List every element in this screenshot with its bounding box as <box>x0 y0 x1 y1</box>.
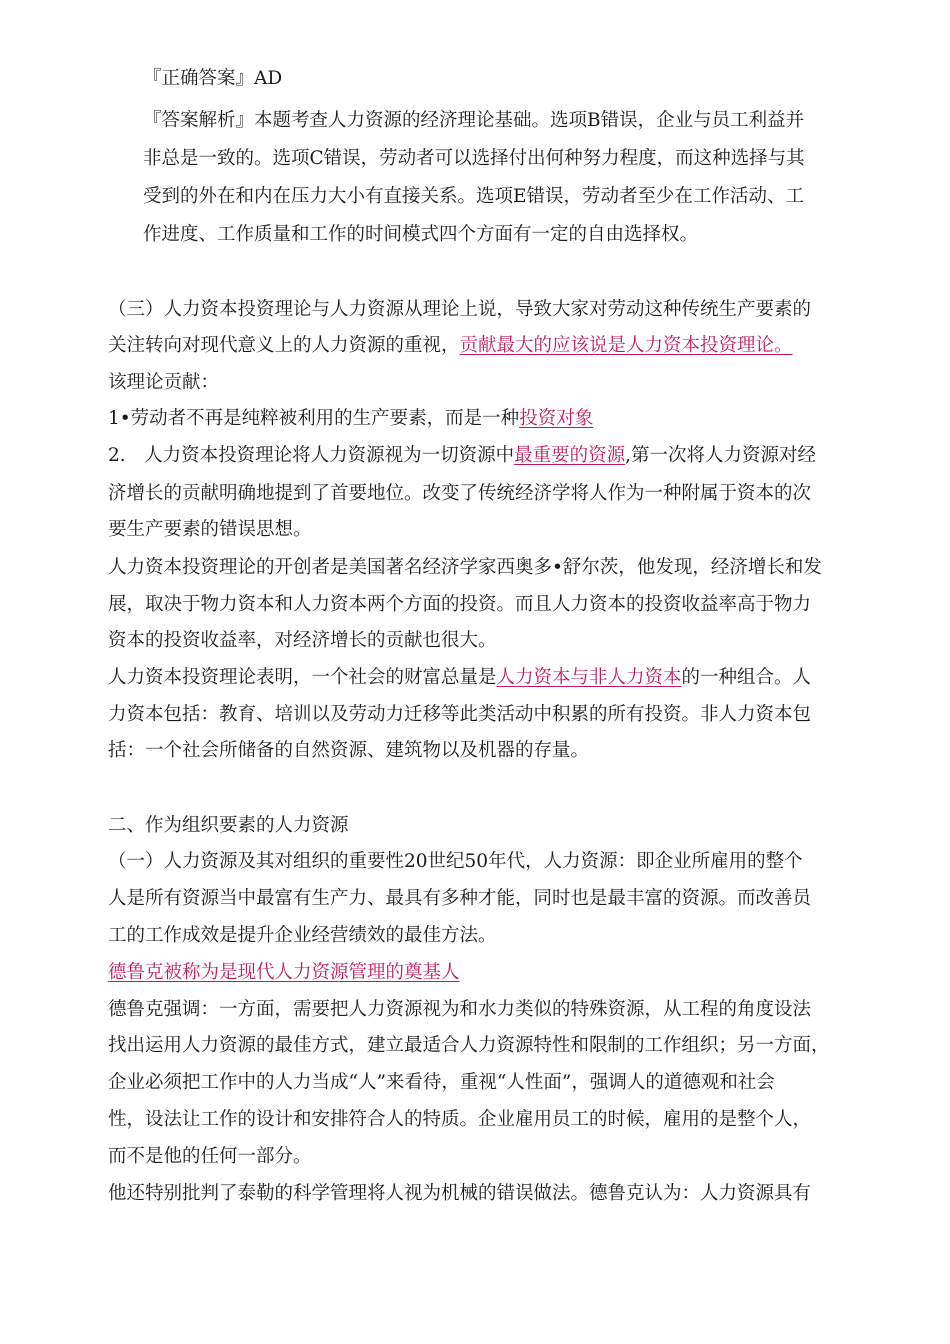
section3-line <box>108 333 793 359</box>
highlight-text: 投资对象 <box>519 408 594 429</box>
answer-analysis-line: 『答案解析』本题考查人力资源的经济理论基础。选项B错误，企业与员工利益并 <box>143 110 805 131</box>
taylor-line: 他还特别批判了泰勒的科学管理将人视为机械的错误做法。德鲁克认为：人力资源具有 <box>108 1183 812 1204</box>
contribution-point-1 <box>108 406 593 432</box>
point-text: 1•劳动者不再是纯粹被利用的生产要素，而是一种 <box>108 408 520 429</box>
wealth-text: 的一种组合。人 <box>681 667 812 688</box>
point-line: 要生产要素的错误思想。 <box>108 519 312 540</box>
schultz-line: 展，取决于物力资本和人力资本两个方面的投资。而且人力资本的投资收益率高于物力 <box>108 594 812 615</box>
point-text: 2. 人力资本投资理论将人力资源视为一切资源中 <box>108 445 515 466</box>
answer-analysis-line: 作进度、工作质量和工作的时间模式四个方面有一定的自由选择权。 <box>143 224 699 245</box>
highlight-text: 德鲁克被称为是现代人力资源管理的奠基人 <box>108 962 460 983</box>
drucker-line: 德鲁克强调：一方面，需要把人力资源视为和水力类似的特殊资源，从工程的角度设法 <box>108 999 812 1020</box>
part2-paragraph-line: 人是所有资源当中最富有生产力、最具有多种才能，同时也是最丰富的资源。而改善员 <box>108 888 812 909</box>
part2-paragraph-line: 工的工作成效是提升企业经营绩效的最佳方法。 <box>108 925 497 946</box>
section3-line-text: 关注转向对现代意义上的人力资源的重视， <box>108 335 460 356</box>
section3-line: 该理论贡献： <box>108 372 220 393</box>
section3-heading: （三）人力资本投资理论与人力资源从理论上说，导致大家对劳动这种传统生产要素的 <box>108 299 812 320</box>
part2-paragraph-line: （一）人力资源及其对组织的重要性20世纪50年代，人力资源：即企业所雇用的整个 <box>108 851 803 872</box>
drucker-line: 企业必须把工作中的人力当成“人”来看待，重视“人性面”，强调人的道德观和社会 <box>108 1072 775 1093</box>
highlight-text: 最重要的资源 <box>514 445 626 466</box>
answer-analysis-line: 受到的外在和内在压力大小有直接关系。选项E错误，劳动者至少在工作活动、工 <box>143 186 805 207</box>
wealth-line <box>108 665 811 691</box>
wealth-text: 人力资本投资理论表明，一个社会的财富总量是 <box>108 667 497 688</box>
wealth-line: 力资本包括：教育、培训以及劳动力迁移等此类活动中积累的所有投资。非人力资本包 <box>108 704 812 725</box>
schultz-line: 人力资本投资理论的开创者是美国著名经济学家西奥多•舒尔茨，他发现，经济增长和发 <box>108 557 822 578</box>
point-text: ,第一次将人力资源对经 <box>625 445 817 466</box>
contribution-point-2 <box>108 443 816 469</box>
drucker-highlight <box>108 960 460 986</box>
drucker-line: 找出运用人力资源的最佳方式，建立最适合人力资源特性和限制的工作组织；另一方面， <box>108 1035 830 1056</box>
drucker-line: 而不是他的任何一部分。 <box>108 1146 312 1167</box>
part2-heading: 二、作为组织要素的人力资源 <box>108 815 349 836</box>
schultz-line: 资本的投资收益率，对经济增长的贡献也很大。 <box>108 630 497 651</box>
correct-answer: 『正确答案』AD <box>143 68 283 89</box>
wealth-line: 括：一个社会所储备的自然资源、建筑物以及机器的存量。 <box>108 740 590 761</box>
point-line: 济增长的贡献明确地提到了首要地位。改变了传统经济学将人作为一种附属于资本的次 <box>108 483 812 504</box>
highlight-text: 人力资本与非人力资本 <box>496 667 682 688</box>
highlight-text: 贡献最大的应该说是人力资本投资理论。 <box>459 335 793 356</box>
drucker-line: 性，设法让工作的设计和安排符合人的特质。企业雇用员工的时候，雇用的是整个人， <box>108 1109 812 1130</box>
answer-analysis-line: 非总是一致的。选项C错误，劳动者可以选择付出何种努力程度，而这种选择与其 <box>143 148 805 169</box>
